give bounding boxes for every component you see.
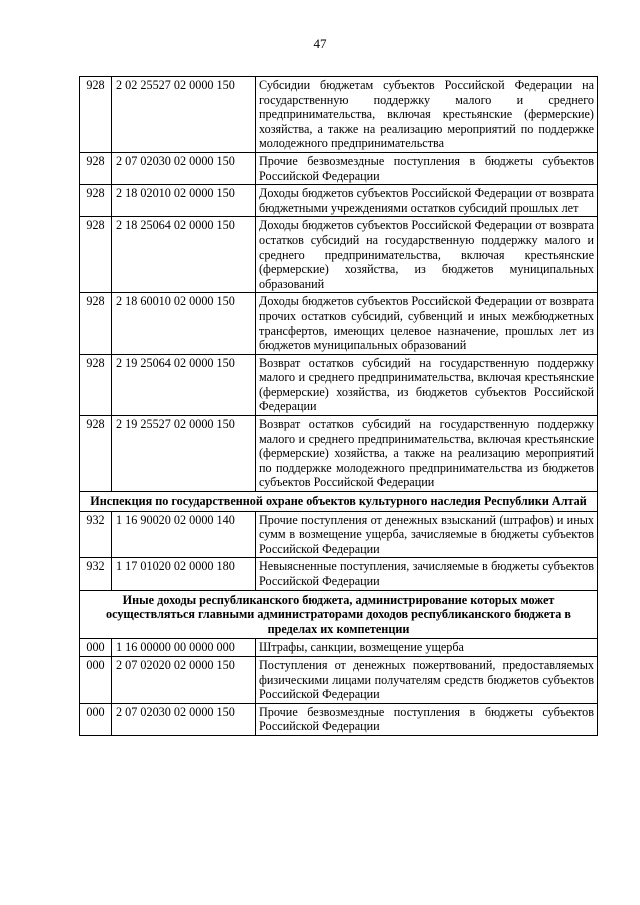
page-number: 47 <box>313 36 327 51</box>
admin-code-cell: 932 <box>80 511 112 558</box>
revenue-name-cell: Доходы бюджетов субъектов Российской Федерации от возврата прочих остатков субсидий, субвенций и иных межбюджетных трансфертов, имеющих целевое назначение, прошлых лет из бюджетов муниципальных образований <box>256 293 598 354</box>
table-row <box>80 293 598 354</box>
revenue-name-cell: Возврат остатков субсидий на государственную поддержку малого и среднего предпринимательства, включая крестьянские (фермерские) хозяйства, из бюджетов субъектов Российской Федерации <box>256 354 598 415</box>
revenue-code-cell: 2 18 02010 02 0000 150 <box>112 185 256 217</box>
revenue-code-cell: 2 07 02030 02 0000 150 <box>112 152 256 184</box>
revenue-name-cell: Поступления от денежных пожертвований, предоставляемых физическими лицами получателям средств бюджетов субъектов Российской Федерации <box>256 656 598 703</box>
table-row <box>80 152 598 184</box>
revenue-name-cell: Субсидии бюджетам субъектов Российской Федерации на государственную поддержку малого и среднего предпринимательства, включая крестьянские (фермерские) хозяйства, а также на реализацию мероприятий по поддержке молодежного предпринимательства <box>256 77 598 153</box>
revenue-code-cell: 2 19 25064 02 0000 150 <box>112 354 256 415</box>
section-title: Иные доходы республиканского бюджета, администрирование которых может осуществляться главными администраторами доходов республиканского бюджета в пределах их компетенции <box>80 590 598 639</box>
table-body <box>80 77 598 736</box>
section-title: Инспекция по государственной охране объектов культурного наследия Республики Алтай <box>80 492 598 512</box>
admin-code-cell: 000 <box>80 656 112 703</box>
section-header-row <box>80 590 598 639</box>
admin-code-cell: 932 <box>80 558 112 590</box>
table-row <box>80 511 598 558</box>
revenue-name-cell: Прочие поступления от денежных взысканий (штрафов) и иных сумм в возмещение ущерба, зачисляемые в бюджеты субъектов Российской Федерации <box>256 511 598 558</box>
table-row <box>80 77 598 153</box>
admin-code-cell: 928 <box>80 152 112 184</box>
revenue-code-cell: 2 18 25064 02 0000 150 <box>112 217 256 293</box>
admin-code-cell: 928 <box>80 185 112 217</box>
table-row <box>80 416 598 492</box>
table-row <box>80 558 598 590</box>
revenue-code-cell: 1 17 01020 02 0000 180 <box>112 558 256 590</box>
revenue-name-cell: Прочие безвозмездные поступления в бюджеты субъектов Российской Федерации <box>256 703 598 735</box>
admin-code-cell: 928 <box>80 293 112 354</box>
revenue-code-cell: 2 02 25527 02 0000 150 <box>112 77 256 153</box>
revenue-code-cell: 2 18 60010 02 0000 150 <box>112 293 256 354</box>
revenue-name-cell: Прочие безвозмездные поступления в бюджеты субъектов Российской Федерации <box>256 152 598 184</box>
table-row <box>80 656 598 703</box>
revenue-code-cell: 2 07 02030 02 0000 150 <box>112 703 256 735</box>
admin-code-cell: 000 <box>80 703 112 735</box>
admin-code-cell: 928 <box>80 416 112 492</box>
revenue-code-cell: 2 19 25527 02 0000 150 <box>112 416 256 492</box>
admin-code-cell: 928 <box>80 217 112 293</box>
table-row <box>80 639 598 657</box>
revenue-code-cell: 1 16 90020 02 0000 140 <box>112 511 256 558</box>
table-row <box>80 354 598 415</box>
table-row <box>80 217 598 293</box>
admin-code-cell: 928 <box>80 354 112 415</box>
admin-code-cell: 928 <box>80 77 112 153</box>
revenue-name-cell: Штрафы, санкции, возмещение ущерба <box>256 639 598 657</box>
revenue-name-cell: Доходы бюджетов субъектов Российской Федерации от возврата бюджетными учреждениями остатков субсидий прошлых лет <box>256 185 598 217</box>
table-row <box>80 703 598 735</box>
revenue-name-cell: Невыясненные поступления, зачисляемые в бюджеты субъектов Российской Федерации <box>256 558 598 590</box>
revenue-code-cell: 1 16 00000 00 0000 000 <box>112 639 256 657</box>
section-header-row <box>80 492 598 512</box>
admin-code-cell: 000 <box>80 639 112 657</box>
table-row <box>80 185 598 217</box>
revenue-name-cell: Доходы бюджетов субъектов Российской Федерации от возврата остатков субсидий на государственную поддержку малого и среднего предпринимательства, включая крестьянские (фермерские) хозяйства, из бюджетов муниципальных образований <box>256 217 598 293</box>
revenue-code-cell: 2 07 02020 02 0000 150 <box>112 656 256 703</box>
revenue-codes-table <box>79 76 598 736</box>
revenue-name-cell: Возврат остатков субсидий на государственную поддержку малого и среднего предпринимательства, включая крестьянские (фермерские) хозяйства, а также на реализацию мероприятий по поддержке молодежного предпринимательства из бюджетов субъектов Российской Федерации <box>256 416 598 492</box>
